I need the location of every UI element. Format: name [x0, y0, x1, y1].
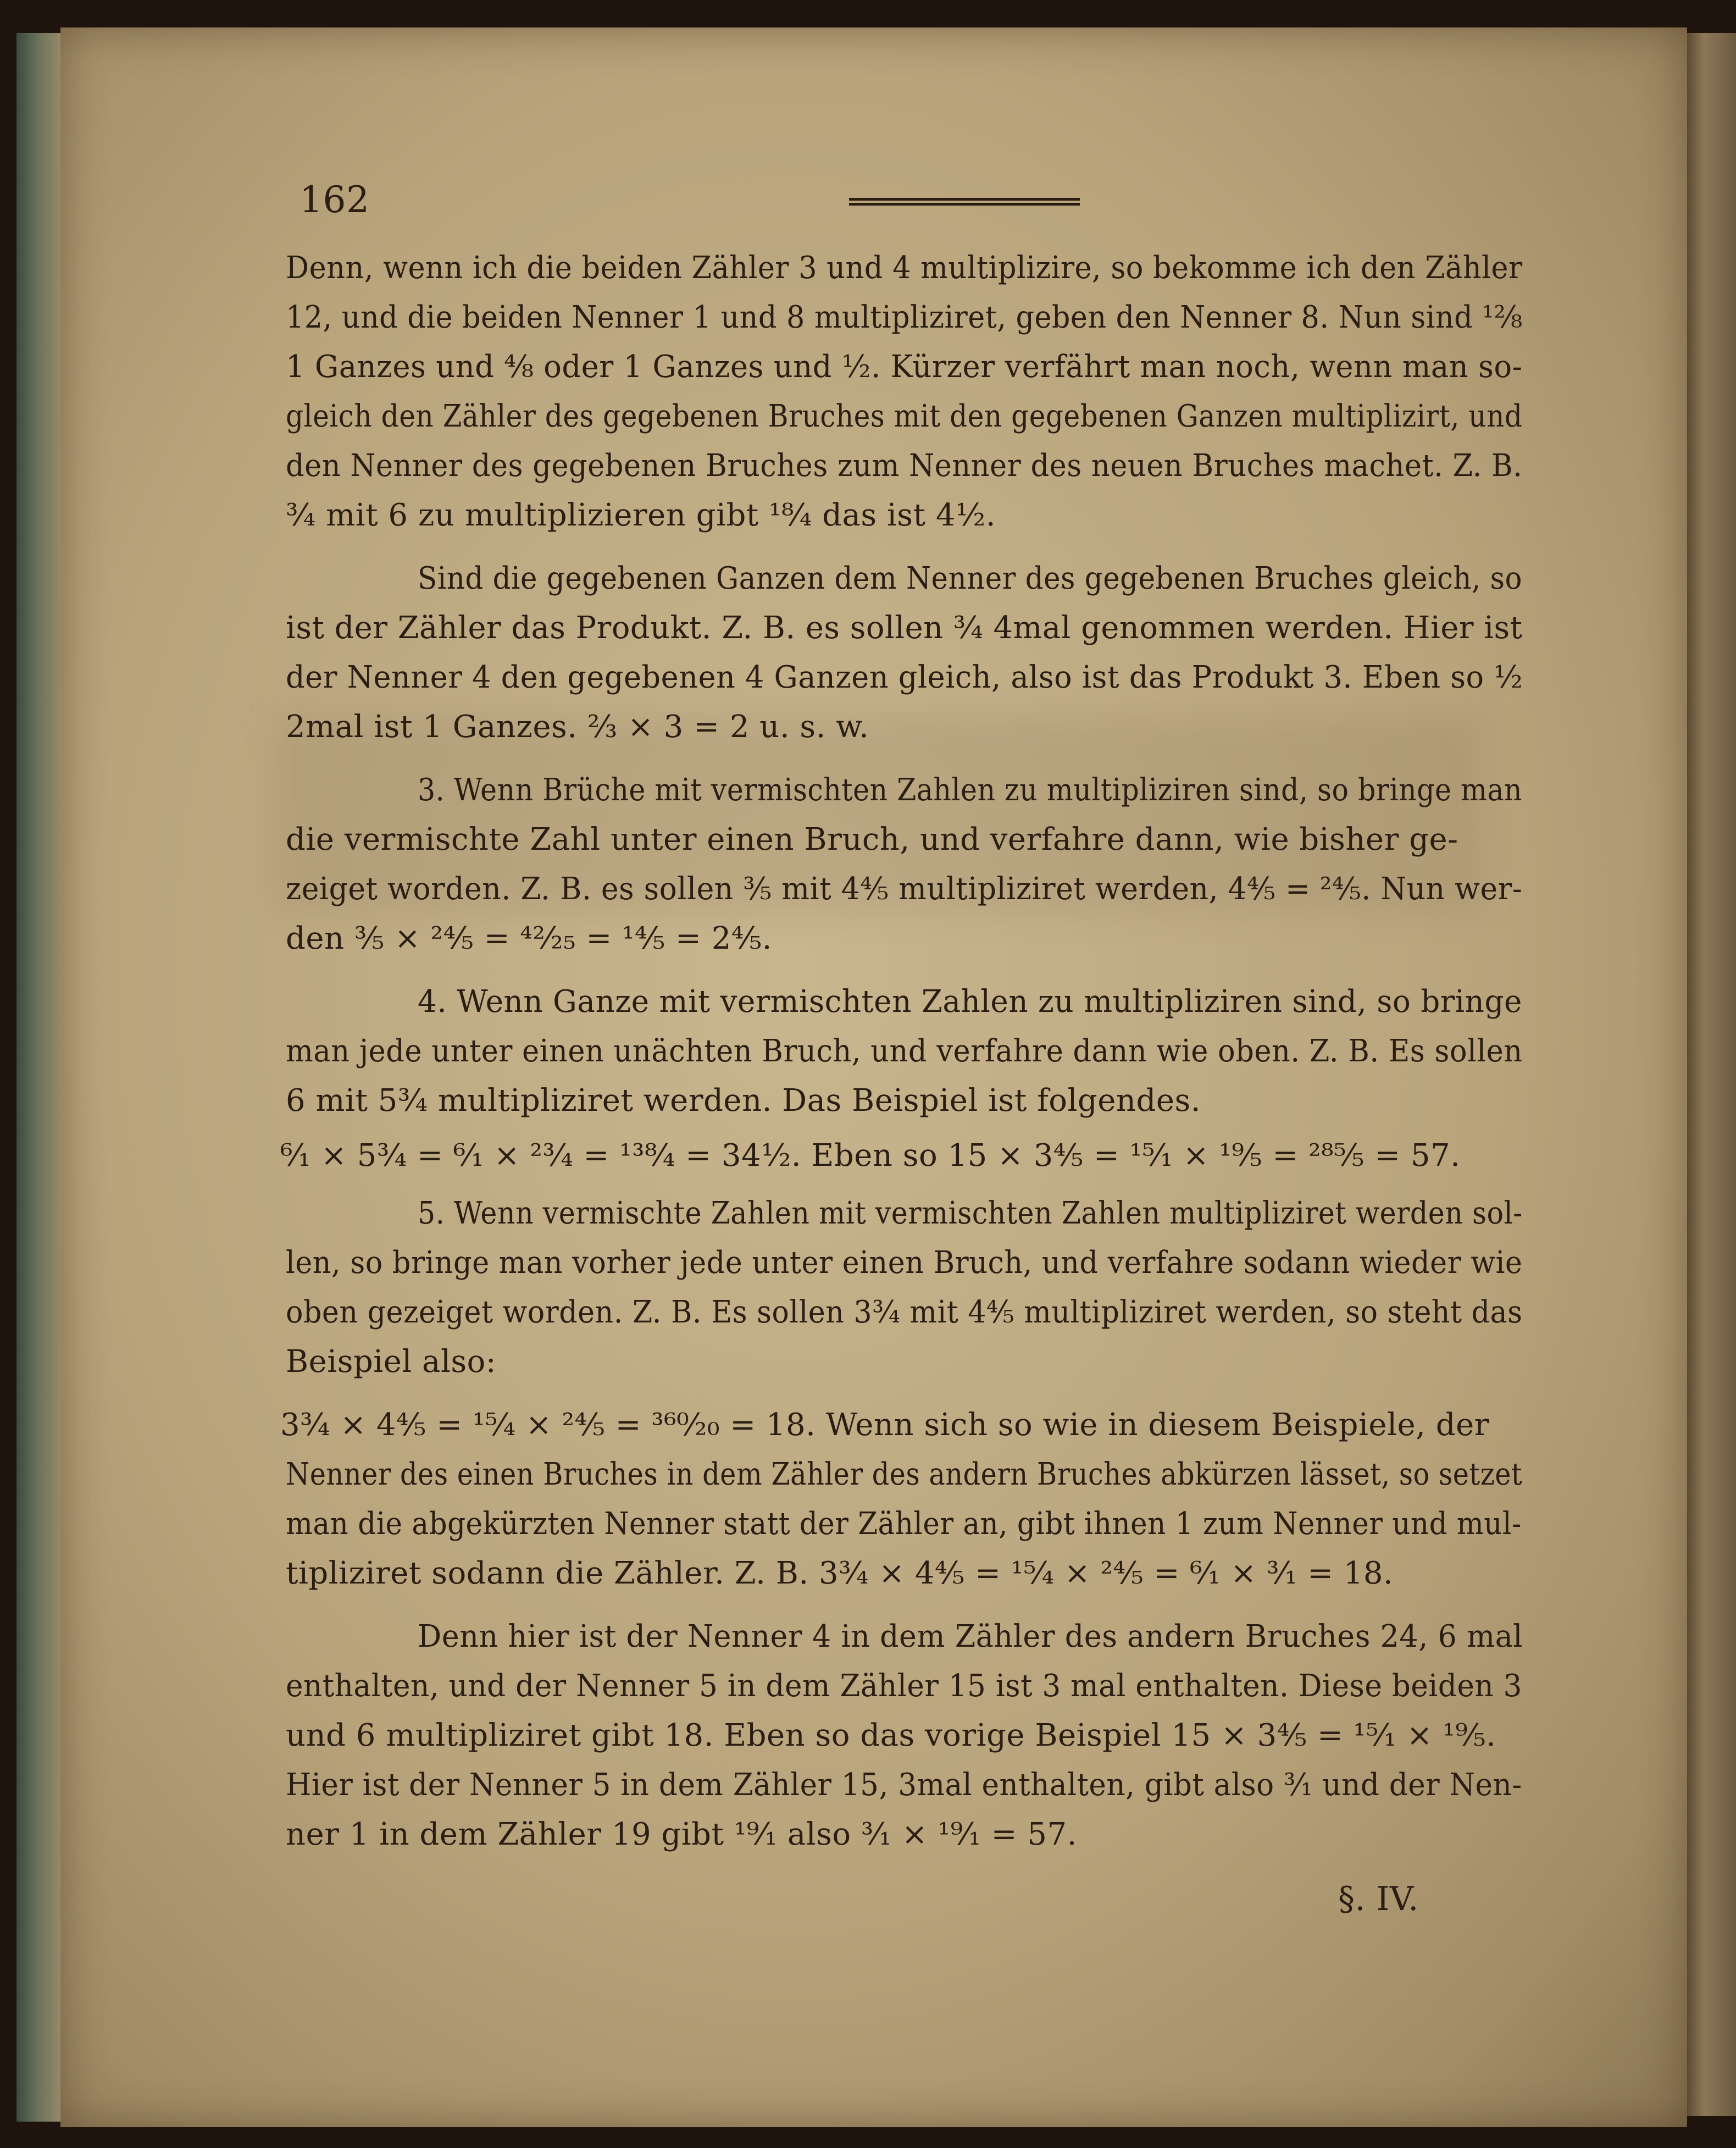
- text-line: Hier ist der Nenner 5 in dem Zähler 15, 3mal enthalten, gibt also ³⁄₁ und der Nen-: [286, 1767, 1522, 1803]
- text-line: enthalten, und der Nenner 5 in dem Zähler 15 ist 3 mal enthalten. Diese beiden 3: [286, 1668, 1522, 1704]
- text-line: 2mal ist 1 Ganzes. ⅔ × 3 = 2 u. s. w.: [286, 709, 869, 745]
- text-line: ¾ mit 6 zu multiplizieren gibt ¹⁸⁄₄ das ist 4½.: [286, 497, 996, 533]
- page-number: 162: [299, 179, 370, 221]
- text-line: Denn, wenn ich die beiden Zähler 3 und 4 multiplizire, so bekomme ich den Zähler: [286, 250, 1523, 286]
- text-line: oben gezeiget worden. Z. B. Es sollen 3¾ mit 4⅘ multipliziret werden, so steht das: [286, 1294, 1523, 1330]
- equation-line: ⁶⁄₁ × 5¾ = ⁶⁄₁ × ²³⁄₄ = ¹³⁸⁄₄ = 34½. Eben so 15 × 3⅘ = ¹⁵⁄₁ × ¹⁹⁄₅ = ²⁸⁵⁄₅ = 57.: [280, 1138, 1461, 1173]
- text-line: der Nenner 4 den gegebenen 4 Ganzen gleich, also ist das Produkt 3. Eben so ½: [286, 660, 1523, 695]
- text-line: gleich den Zähler des gegebenen Bruches mit den gegebenen Ganzen multiplizirt, und: [286, 398, 1523, 434]
- text-line: 1 Ganzes und ⁴⁄₈ oder 1 Ganzes und ½. Kürzer verfährt man noch, wenn man so-: [286, 349, 1523, 385]
- text-line: Nenner des einen Bruches in dem Zähler des andern Bruches abkürzen lässet, so setzet: [286, 1457, 1523, 1492]
- text-line: man jede unter einen unächten Bruch, und verfahre dann wie oben. Z. B. Es sollen: [286, 1033, 1523, 1069]
- text-line: 5. Wenn vermischte Zahlen mit vermischten Zahlen multipliziret werden sol-: [418, 1195, 1523, 1231]
- text-line: ist der Zähler das Produkt. Z. B. es sollen ¾ 4mal genommen werden. Hier ist: [286, 610, 1523, 646]
- text-line: man die abgekürzten Nenner statt der Zähler an, gibt ihnen 1 zum Nenner und mul-: [286, 1506, 1522, 1542]
- text-line: zeiget worden. Z. B. es sollen ⅗ mit 4⅘ multipliziret werden, 4⅘ = ²⁴⁄₅. Nun wer-: [286, 871, 1523, 907]
- text-line: die vermischte Zahl unter einen Bruch, und verfahre dann, wie bisher ge-: [286, 822, 1458, 857]
- text-line: und 6 multipliziret gibt 18. Eben so das vorige Beispiel 15 × 3⅘ = ¹⁵⁄₁ × ¹⁹⁄₅.: [286, 1718, 1496, 1753]
- text-line: len, so bringe man vorher jede unter einen Bruch, und verfahre sodann wieder wie: [286, 1245, 1523, 1281]
- catchword: §. IV.: [1338, 1880, 1419, 1918]
- text-line: 4. Wenn Ganze mit vermischten Zahlen zu multipliziren sind, so bringe: [418, 984, 1522, 1020]
- text-line: Sind die gegebenen Ganzen dem Nenner des gegebenen Bruches gleich, so: [418, 561, 1522, 596]
- text-line: Denn hier ist der Nenner 4 in dem Zähler des andern Bruches 24, 6 mal: [418, 1619, 1523, 1654]
- text-line: ner 1 in dem Zähler 19 gibt ¹⁹⁄₁ also ³⁄₁ × ¹⁹⁄₁ = 57.: [286, 1817, 1077, 1852]
- text-line: Beispiel also:: [286, 1344, 497, 1380]
- text-line: 12, und die beiden Nenner 1 und 8 multipliziret, geben den Nenner 8. Nun sind ¹²⁄₈: [286, 300, 1523, 335]
- text-line: den Nenner des gegebenen Bruches zum Nenner des neuen Bruches machet. Z. B.: [286, 448, 1523, 484]
- equation-line: 3¾ × 4⅘ = ¹⁵⁄₄ × ²⁴⁄₅ = ³⁶⁰⁄₂₀ = 18. Wenn sich so wie in diesem Beispiele, der: [280, 1407, 1489, 1443]
- text-line: den ⅗ × ²⁴⁄₅ = ⁴²⁄₂₅ = ¹⁴⁄₅ = 2⁴⁄₅.: [286, 921, 772, 956]
- text-line: 6 mit 5¾ multipliziret werden. Das Beispiel ist folgendes.: [286, 1083, 1201, 1119]
- text-line: 3. Wenn Brüche mit vermischten Zahlen zu multipliziren sind, so bringe man: [418, 772, 1523, 808]
- text-line: tipliziret sodann die Zähler. Z. B. 3¾ × 4⅘ = ¹⁵⁄₄ × ²⁴⁄₅ = ⁶⁄₁ × ³⁄₁ = 18.: [286, 1555, 1394, 1591]
